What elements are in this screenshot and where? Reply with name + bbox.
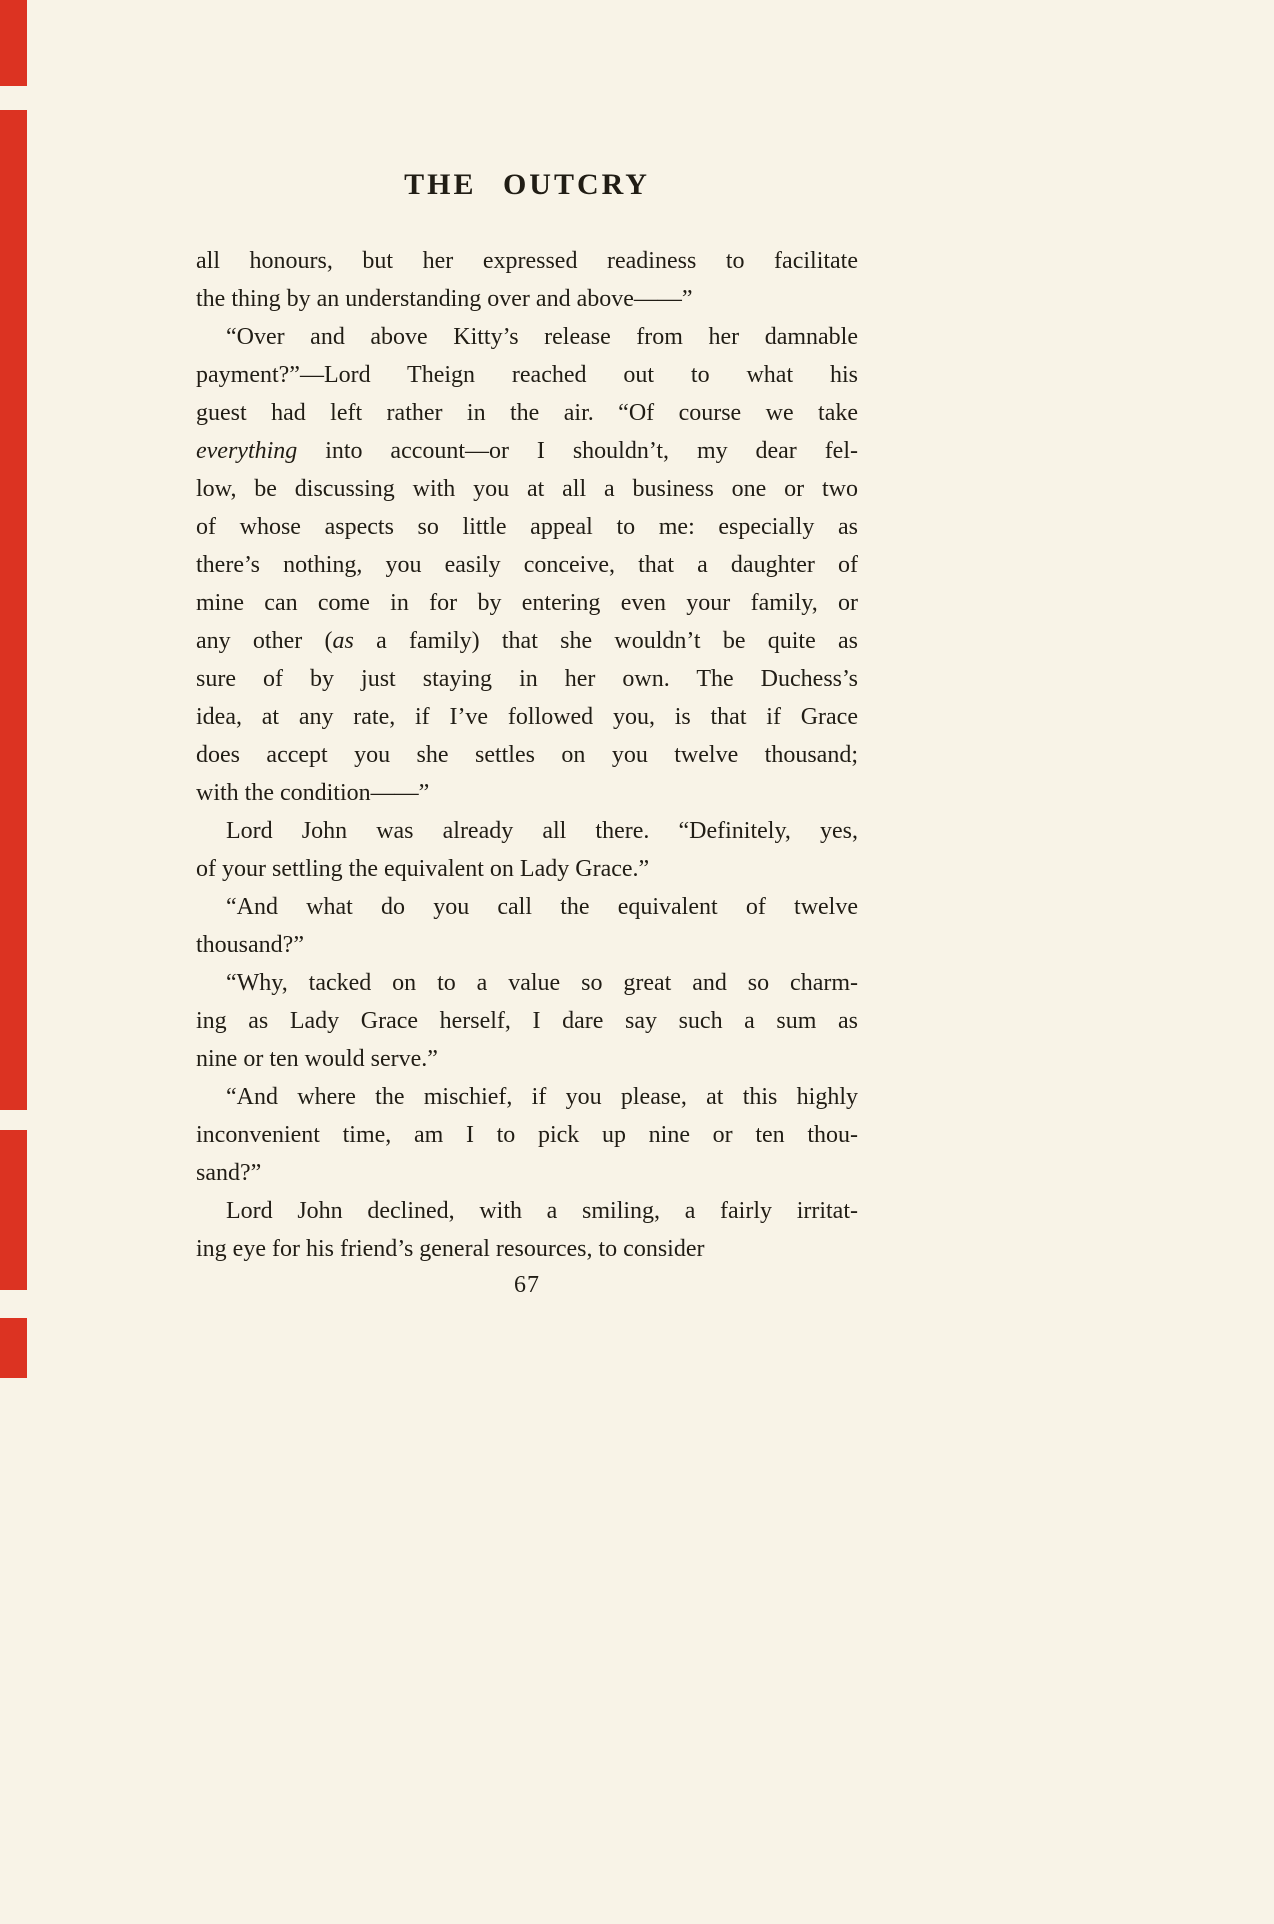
text-line [196, 318, 858, 356]
text-run: nine or ten would serve.” [196, 1046, 438, 1072]
text-line [196, 964, 858, 1002]
text-line [196, 432, 858, 470]
text-line [196, 1116, 858, 1154]
text-line [196, 1230, 858, 1268]
text-line [196, 394, 858, 432]
text-run: low, be discussing with you at all a business one or two [196, 476, 858, 502]
text-run: the thing by an understanding over and above——” [196, 286, 693, 312]
text-run: into account—or I shouldn’t, my dear fel- [297, 438, 858, 464]
text-line [196, 926, 858, 964]
text-run: of whose aspects so little appeal to me: especially as [196, 514, 858, 540]
book-edge-stripe [0, 0, 27, 1924]
edge-stripe-segment [0, 0, 27, 86]
edge-stripe-segment [0, 1318, 27, 1378]
text-line [196, 736, 858, 774]
text-line [196, 356, 858, 394]
page-header-title: THE OUTCRY [404, 168, 650, 201]
text-run: Lord John was already all there. “Definitely, yes, [226, 818, 858, 844]
text-line [196, 508, 858, 546]
text-run: with the condition——” [196, 780, 430, 806]
text-run: mine can come in for by entering even your family, or [196, 590, 858, 616]
text-run: a family) that she wouldn’t be quite as [353, 628, 858, 654]
text-run: ing eye for his friend’s general resources, to consider [196, 1236, 705, 1262]
text-run: sand?” [196, 1160, 262, 1186]
text-run: ing as Lady Grace herself, I dare say such a sum as [196, 1008, 858, 1034]
text-line [196, 850, 858, 888]
text-line [196, 280, 858, 318]
text-run: “Over and above Kitty’s release from her damnable [226, 324, 858, 350]
text-line [196, 774, 858, 812]
edge-stripe-segment [0, 110, 27, 1110]
text-line [196, 622, 858, 660]
page-number: 67 [514, 1272, 540, 1298]
italic-text-run: everything [196, 438, 298, 464]
text-line [196, 888, 858, 926]
text-run: thousand?” [196, 932, 304, 958]
text-run: “And where the mischief, if you please, at this highly [226, 1084, 858, 1110]
text-run: inconvenient time, am I to pick up nine or ten thou- [196, 1122, 858, 1148]
text-line [196, 1154, 858, 1192]
edge-stripe-segment [0, 1130, 27, 1290]
text-line [196, 660, 858, 698]
text-line [196, 1078, 858, 1116]
text-line [196, 584, 858, 622]
text-line [196, 1040, 858, 1078]
text-line [196, 1002, 858, 1040]
text-run: of your settling the equivalent on Lady Grace.” [196, 856, 650, 882]
text-line [196, 812, 858, 850]
text-run: all honours, but her expressed readiness to facilitate [196, 248, 858, 274]
text-run: idea, at any rate, if I’ve followed you, is that if Grace [196, 704, 858, 730]
text-run: “Why, tacked on to a value so great and so charm- [226, 970, 858, 996]
text-run: sure of by just staying in her own. The Duchess’s [196, 666, 858, 692]
text-run: “And what do you call the equivalent of twelve [226, 894, 858, 920]
italic-text-run: as [332, 628, 354, 654]
text-run: payment?”—Lord Theign reached out to what his [196, 362, 858, 388]
page-content [196, 168, 858, 1299]
text-run: Lord John declined, with a smiling, a fairly irritat- [226, 1198, 858, 1224]
body-text [196, 242, 858, 1268]
text-line [196, 470, 858, 508]
text-run: does accept you she settles on you twelve thousand; [196, 742, 858, 768]
text-run: any other ( [196, 628, 333, 654]
text-run: there’s nothing, you easily conceive, that a daughter of [196, 552, 858, 578]
text-run: guest had left rather in the air. “Of course we take [196, 400, 858, 426]
text-line [196, 546, 858, 584]
text-line [196, 1192, 858, 1230]
text-line [196, 242, 858, 280]
text-line [196, 698, 858, 736]
